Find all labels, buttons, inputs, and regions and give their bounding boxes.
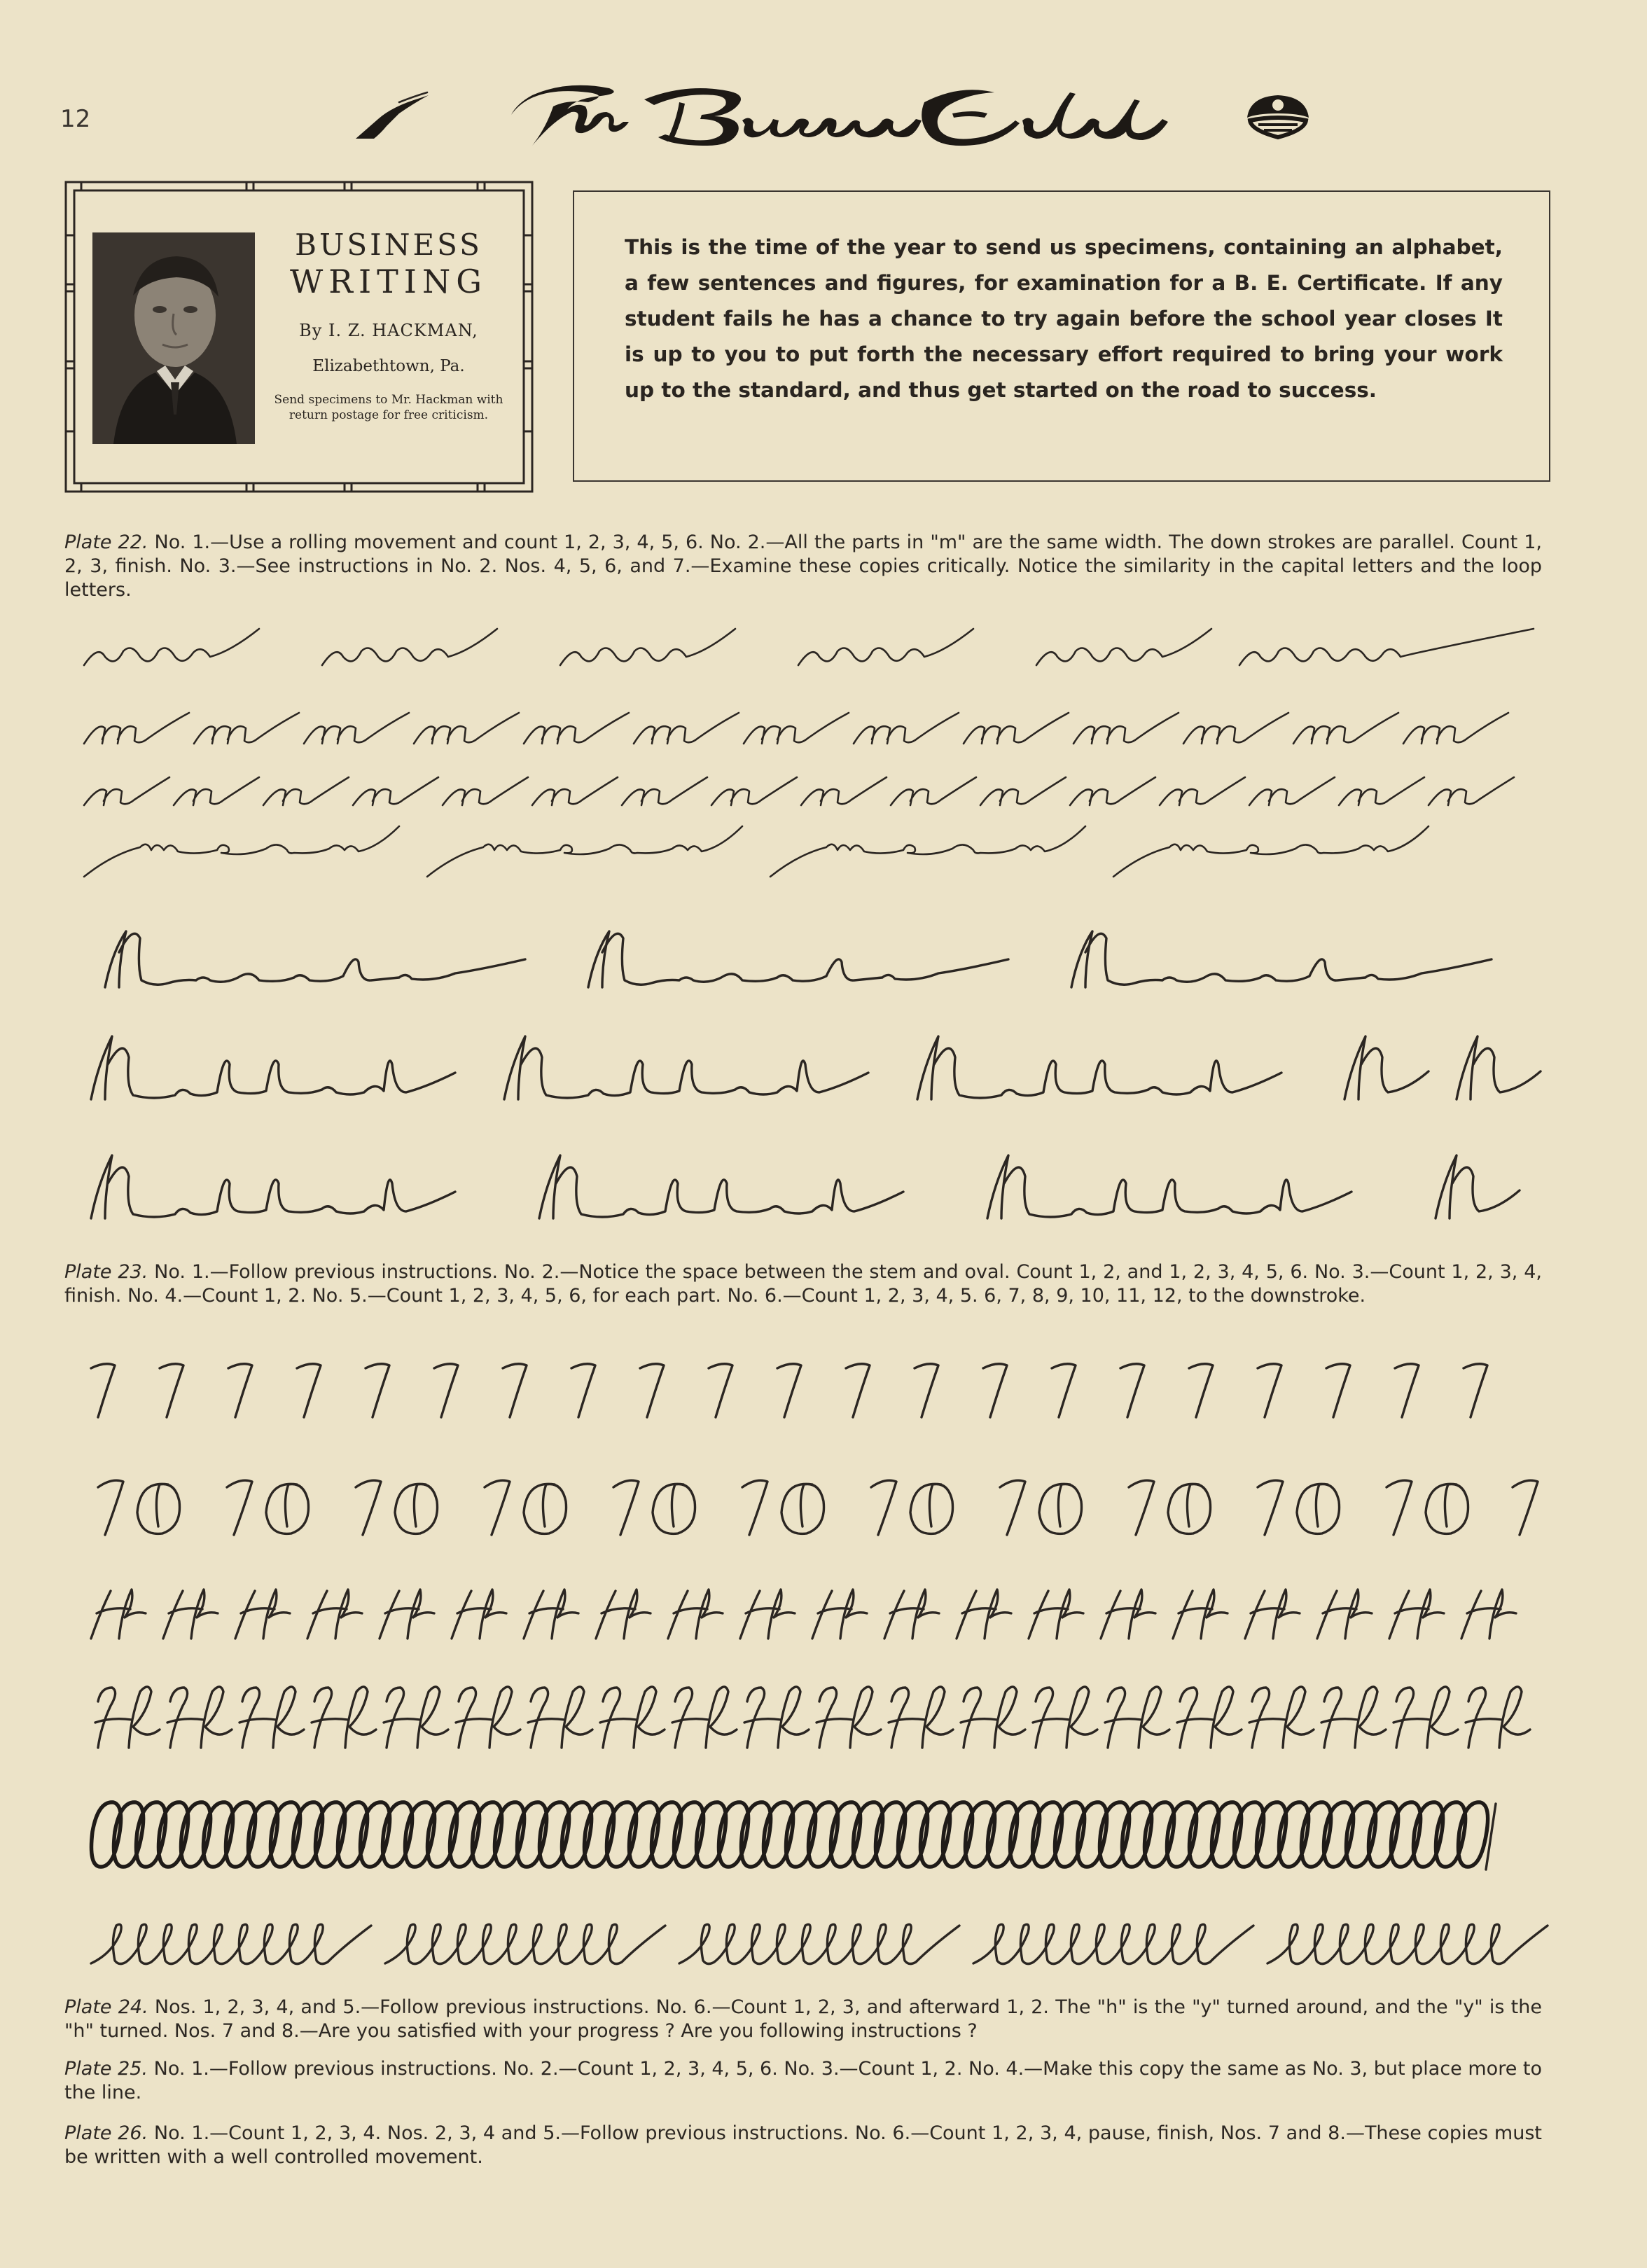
copy-row-23-5-oval-drill <box>88 1797 1510 1874</box>
pen-stroke <box>987 1155 1351 1218</box>
pen-stroke <box>503 1364 527 1417</box>
pen-stroke <box>1129 1480 1154 1535</box>
pen-stroke <box>1113 826 1429 877</box>
plate-26-label: Plate 26. <box>64 2122 148 2144</box>
copy-row-22-1-undercurves <box>77 623 1555 672</box>
pen-stroke <box>395 1484 438 1533</box>
pen-stroke <box>539 1155 903 1218</box>
pen-stroke <box>672 1687 737 1748</box>
pen-stroke <box>1173 1589 1228 1639</box>
pen-stroke <box>1177 1687 1242 1748</box>
pen-stroke <box>307 1589 362 1639</box>
pen-stroke <box>1160 777 1245 805</box>
pen-stroke <box>1033 1687 1097 1748</box>
copy-row-22-3-n-letters <box>77 763 1555 812</box>
pen-stroke <box>414 713 519 744</box>
pen-stroke <box>1183 713 1288 744</box>
pen-stroke <box>174 777 259 805</box>
column-title-line1: BUSINESS <box>295 228 482 262</box>
plate-24-label: Plate 24. <box>64 1996 148 2018</box>
notice-text: This is the time of the year to send us specimens, containing an alphabet, a few sentences and figures, for examination for a B. E. Certificate. If any student fails he has a chance to try again before the school year closes It is up to you to put forth the necessary effort required to bring your work up to the standard, and thus get started on the road to success. <box>625 235 1503 402</box>
copy-row-22-4-mean <box>77 812 1555 882</box>
pen-stroke <box>84 713 189 744</box>
pen-stroke <box>1339 777 1424 805</box>
pen-stroke <box>816 1687 881 1748</box>
pen-stroke <box>634 713 739 744</box>
pen-stroke <box>1052 1364 1076 1417</box>
page-number: 12 <box>60 105 91 133</box>
pen-stroke <box>1513 1480 1538 1535</box>
pen-stroke <box>235 1589 290 1639</box>
pen-stroke <box>427 826 742 877</box>
pen-stroke <box>385 1924 665 1963</box>
pen-stroke <box>884 1589 939 1639</box>
pen-stroke <box>91 1364 115 1417</box>
pen-stroke <box>711 777 797 805</box>
plate-25-instructions <box>64 2057 1542 2105</box>
masthead-title <box>504 78 1176 155</box>
pen-stroke <box>854 713 959 744</box>
pen-stroke <box>137 1484 180 1533</box>
pen-stroke <box>1326 1364 1350 1417</box>
pen-stroke <box>95 1687 160 1748</box>
plate-23-label: Plate 23. <box>64 1261 148 1283</box>
pen-stroke <box>1321 1687 1386 1748</box>
pen-stroke <box>1387 1480 1412 1535</box>
plate-22-instructions <box>64 531 1542 602</box>
pen-stroke <box>668 1589 723 1639</box>
pen-stroke <box>571 1364 595 1417</box>
pen-stroke <box>781 1484 824 1533</box>
copy-row-23-6-loop-drill <box>77 1905 1555 1968</box>
copy-row-23-4-capital-h-script <box>77 1678 1555 1755</box>
pen-stroke <box>1000 1480 1025 1535</box>
plate-25-label: Plate 25. <box>64 2058 148 2080</box>
pen-stroke <box>91 1924 371 1963</box>
pen-stroke <box>485 1480 510 1535</box>
pen-stroke <box>1267 1924 1548 1963</box>
pen-stroke <box>263 777 349 805</box>
pen-stroke <box>163 1589 218 1639</box>
pen-stroke <box>973 1924 1253 1963</box>
pen-stroke <box>964 713 1069 744</box>
pen-stroke <box>801 777 887 805</box>
pen-stroke <box>596 1589 651 1639</box>
pen-stroke <box>91 1589 146 1639</box>
pen-stroke <box>91 1155 455 1218</box>
copy-row-22-6-nabbed <box>77 1022 1555 1106</box>
pen-stroke <box>228 1364 252 1417</box>
pen-stroke <box>622 777 707 805</box>
pen-stroke <box>297 1364 321 1417</box>
copy-row-23-3-capital-h <box>77 1582 1555 1646</box>
pen-stroke <box>1426 1484 1468 1533</box>
pen-stroke <box>770 826 1085 877</box>
pen-stroke <box>846 1364 870 1417</box>
pen-stroke <box>1429 777 1514 805</box>
pen-stroke <box>889 1687 953 1748</box>
pen-stroke <box>84 777 169 805</box>
pen-stroke <box>1168 1484 1211 1533</box>
copy-row-23-2-stem-oval <box>77 1470 1555 1540</box>
pen-stroke <box>532 777 618 805</box>
pen-stroke <box>1457 1036 1541 1099</box>
plate-22-label: Plate 22. <box>64 531 148 553</box>
plate-23-instructions <box>64 1260 1542 1308</box>
pen-stroke <box>1258 1364 1281 1417</box>
pen-stroke <box>1466 1687 1530 1748</box>
pen-stroke <box>1403 713 1508 744</box>
pen-stroke <box>891 777 976 805</box>
pen-stroke <box>1039 1484 1082 1533</box>
oval-drill-stroke <box>92 1802 1488 1867</box>
pen-stroke <box>957 1589 1011 1639</box>
pen-stroke <box>653 1484 695 1533</box>
pen-stroke <box>304 713 409 744</box>
pen-stroke <box>356 1480 381 1535</box>
pen-stroke <box>1070 777 1155 805</box>
pen-stroke <box>353 777 438 805</box>
pen-stroke <box>504 1036 868 1099</box>
pen-stroke <box>91 1036 455 1099</box>
pen-stroke <box>194 713 299 744</box>
pen-stroke <box>1249 1687 1314 1748</box>
column-location: Elizabethtown, Pa. <box>312 357 465 375</box>
pen-stroke <box>1344 1036 1429 1099</box>
pen-stroke <box>98 1480 123 1535</box>
pen-stroke <box>1389 1589 1444 1639</box>
pen-stroke <box>709 1364 732 1417</box>
pen-stroke <box>1464 1364 1487 1417</box>
plate-26-text: No. 1.—Count 1, 2, 3, 4. Nos. 2, 3, 4 and 5.—Follow previous instructions. No. 6.—Count 1, 2, 3, 4, pause, finish, Nos. 7 and 8.—These copies must be written with a well controlled movement. <box>64 2122 1542 2168</box>
pen-stroke <box>917 1036 1281 1099</box>
pen-stroke <box>910 1484 953 1533</box>
pen-stroke <box>1293 713 1398 744</box>
pen-stroke <box>600 1687 665 1748</box>
pen-stroke <box>1317 1589 1372 1639</box>
pen-stroke <box>524 1484 567 1533</box>
pen-stroke <box>1029 1589 1083 1639</box>
pen-stroke <box>1249 777 1335 805</box>
pen-stroke <box>812 1589 867 1639</box>
author-portrait <box>92 232 255 444</box>
pen-stroke <box>983 1364 1007 1417</box>
quill-ornament-icon <box>350 83 434 146</box>
column-byline: By I. Z. HACKMAN, <box>299 321 478 340</box>
pen-stroke <box>266 1484 309 1533</box>
pen-stroke <box>679 1924 959 1963</box>
pen-stroke <box>744 1687 809 1748</box>
masthead-emblem-icon <box>1243 90 1313 143</box>
pen-stroke <box>528 1687 592 1748</box>
pen-stroke <box>456 1687 520 1748</box>
copy-row-23-1-stems <box>77 1358 1555 1421</box>
column-note: Send specimens to Mr. Hackman with return postage for free criticism. <box>274 393 503 422</box>
pen-stroke <box>588 931 1008 987</box>
pen-stroke <box>980 777 1066 805</box>
pen-stroke <box>160 1364 183 1417</box>
pen-stroke <box>434 1364 458 1417</box>
pen-stroke <box>777 1364 801 1417</box>
pen-stroke <box>380 1589 434 1639</box>
pen-stroke <box>1105 1687 1169 1748</box>
pen-stroke <box>227 1480 252 1535</box>
pen-stroke <box>105 931 525 987</box>
pen-stroke <box>871 1480 896 1535</box>
pen-stroke <box>1071 931 1492 987</box>
pen-stroke <box>1436 1155 1520 1218</box>
pen-stroke <box>239 1687 304 1748</box>
copy-row-22-5-meander <box>77 910 1555 994</box>
pen-stroke <box>613 1480 639 1535</box>
pen-stroke <box>961 1687 1025 1748</box>
pen-stroke <box>524 713 629 744</box>
plate-25-text: No. 1.—Follow previous instructions. No. 2.—Count 1, 2, 3, 4, 5, 6. No. 3.—Count 1, 2. No. 4.—Make this copy the same as No. 3, but place more to the line. <box>64 2058 1543 2103</box>
pen-stroke <box>312 1687 376 1748</box>
pen-stroke <box>1101 1589 1155 1639</box>
pen-stroke <box>1395 1364 1419 1417</box>
pen-stroke <box>1189 1364 1213 1417</box>
pen-stroke <box>742 1480 767 1535</box>
plate-24-text: Nos. 1, 2, 3, 4, and 5.—Follow previous instructions. No. 6.—Count 1, 2, 3, and afterward 1, 2. The "h" is the "y" turned around, and the "y" is the "h" turned. Nos. 7 and 8.—Are you satisfied with your progress ? Are you following instructions ? <box>64 1996 1542 2042</box>
copy-row-22-7-nabbed <box>77 1141 1555 1225</box>
plate-24-instructions <box>64 1996 1542 2043</box>
pen-stroke <box>915 1364 938 1417</box>
pen-stroke <box>84 826 399 877</box>
pen-stroke <box>744 713 849 744</box>
plate-22-text: No. 1.—Use a rolling movement and count 1, 2, 3, 4, 5, 6. No. 2.—All the parts in "m" are the same width. The down strokes are parallel. Count 1, 2, 3, finish. No. 3.—See instructions in No. 2. Nos. 4, 5, 6, and 7.—Examine these copies critically. Notice the similarity in the capital letters and the loop letters. <box>64 531 1542 601</box>
pen-stroke <box>1120 1364 1144 1417</box>
pen-stroke <box>524 1589 578 1639</box>
pen-stroke <box>443 777 528 805</box>
plate-26-instructions <box>64 2122 1542 2169</box>
pen-stroke <box>1258 1480 1283 1535</box>
pen-stroke <box>1297 1484 1340 1533</box>
copy-row-22-2-m-letters <box>77 700 1555 749</box>
pen-stroke <box>384 1687 448 1748</box>
plate-23-text: No. 1.—Follow previous instructions. No. 2.—Notice the space between the stem and oval. Count 1, 2, and 1, 2, 3, 4, 5, 6. No. 3.—Count 1, 2, 3, 4, finish. No. 4.—Count 1, 2. No. 5.—Count 1, 2, 3, 4, 5, 6, for each part. No. 6.—Count 1, 2, 3, 4, 5. 6, 7, 8, 9, 10, 11, 12, to the downstroke. <box>64 1261 1542 1307</box>
pen-stroke <box>740 1589 795 1639</box>
pen-stroke <box>1394 1687 1458 1748</box>
pen-stroke <box>1461 1589 1516 1639</box>
pen-stroke <box>452 1589 506 1639</box>
pen-stroke <box>1073 713 1179 744</box>
pen-stroke <box>640 1364 664 1417</box>
pen-stroke <box>167 1687 232 1748</box>
pen-stroke <box>366 1364 389 1417</box>
pen-stroke <box>1245 1589 1300 1639</box>
column-title-line2: WRITING <box>290 263 487 300</box>
